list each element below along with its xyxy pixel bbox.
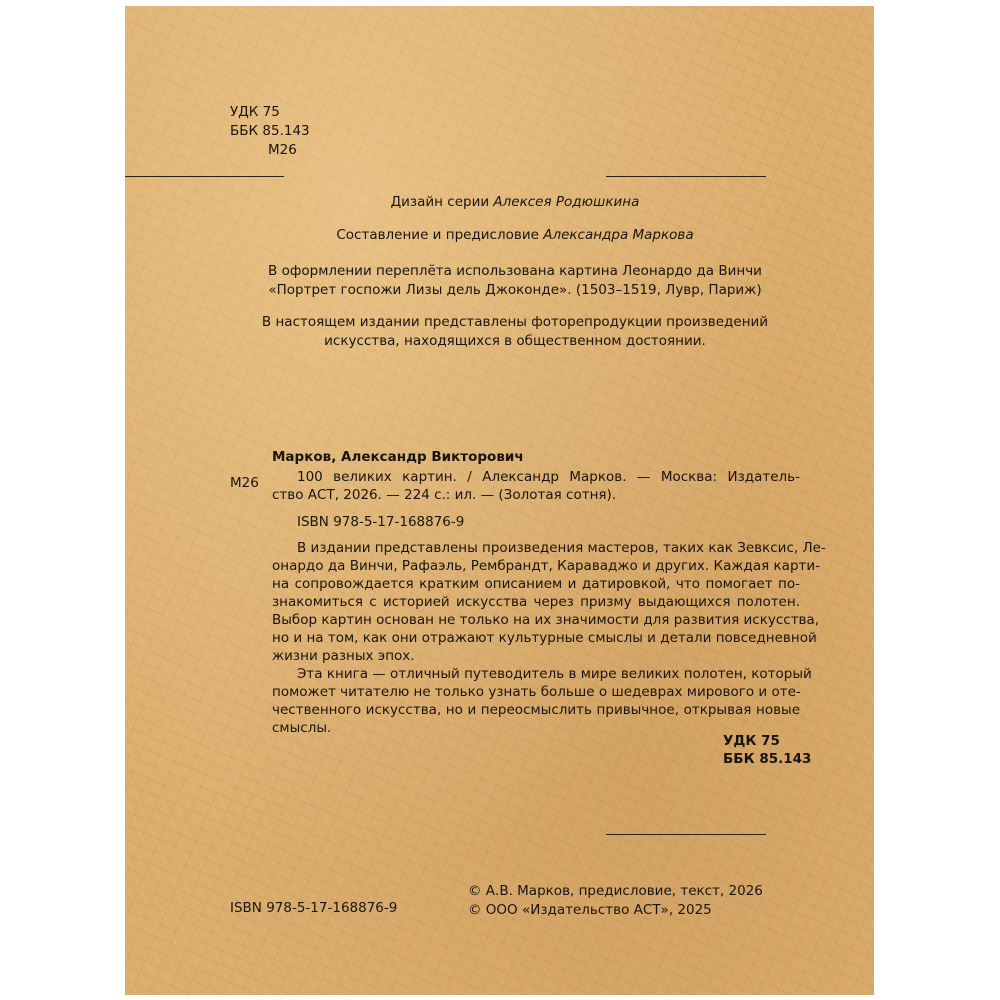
series-design-credit — [265, 193, 765, 212]
record-isbn: ISBN 978-5-17-168876-9 — [297, 514, 465, 530]
annotation-p1-line: В издании представлены произведения мастеров, таких как Зевксис, Ле- — [297, 540, 826, 556]
title-block — [272, 468, 800, 504]
compilation-label: Составление и предисловие — [336, 227, 539, 243]
bbk-top: ББК 85.143 — [230, 123, 310, 139]
public-domain-line2: искусства, находящихся в общественном достоянии. — [324, 333, 706, 349]
copyright-publisher: © ООО «Издательство АСТ», 2025 — [468, 902, 712, 918]
footer-isbn: ISBN 978-5-17-168876-9 — [230, 900, 398, 916]
book-imprint-page — [125, 6, 874, 995]
annotation-p1-line: на сопровождается кратким описанием и датировкой, что помогает по- — [272, 576, 800, 592]
cover-note-line1: В оформлении переплёта использована картина Леонардо да Винчи — [268, 263, 762, 279]
annotation-p2-line: поможет читателю не только узнать больше о шедеврах мирового и оте- — [272, 684, 801, 700]
cover-note-line2: «Портрет госпожи Лизы дель Джоконде». (1503–1519, Лувр, Париж) — [268, 282, 762, 298]
annotation-p1-line: онардо да Винчи, Рафаэль, Рембрандт, Караваджо и других. Каждая карти- — [272, 558, 821, 574]
record-mark: М26 — [230, 475, 259, 491]
annotation-p1-line: знакомиться с историей искусства через призму выдающихся полотен. — [272, 594, 800, 610]
annotation-paragraph-2 — [272, 665, 812, 737]
author-mark-top: М26 — [268, 142, 297, 158]
annotation-p2-line: смыслы. — [272, 720, 332, 736]
annotation-p1-line: Выбор картин основан не только на их значимости для развития искусства, — [272, 612, 820, 628]
annotation-paragraph-1 — [272, 539, 826, 665]
public-domain-line1: В настоящем издании представлены фоторепродукции произведений — [261, 314, 769, 330]
author-heading: Марков, Александр Викторович — [272, 449, 524, 465]
title-line1: 100 великих картин. / Александр Марков. — Москва: Издатель- — [297, 469, 800, 485]
annotation-p1-line: жизни разных эпох. — [272, 648, 415, 664]
bottom-right-rule — [606, 834, 766, 835]
udk-record: УДК 75 — [723, 733, 780, 749]
top-left-rule — [125, 176, 284, 177]
compilation-credit — [265, 226, 765, 245]
bbk-record: ББК 85.143 — [723, 751, 812, 767]
top-right-rule — [606, 176, 766, 177]
compilation-name: Александра Маркова — [543, 227, 694, 243]
annotation-p2-line: чественного искусства, но и переосмыслить привычное, открывая новые — [272, 702, 800, 718]
annotation-p1-line: но и на том, как они отражают культурные смыслы и детали повседневной — [272, 630, 817, 646]
udk-top: УДК 75 — [230, 104, 280, 120]
series-design-name: Алексея Родюшкина — [493, 194, 640, 210]
title-line2: ство АСТ, 2026. — 224 с.: ил. — (Золотая сотня). — [272, 487, 617, 503]
annotation-p2-line: Эта книга — отличный путеводитель в мире великих полотен, который — [297, 666, 812, 682]
copyright-author: © А.В. Марков, предисловие, текст, 2026 — [468, 883, 763, 899]
series-design-label: Дизайн серии — [390, 194, 490, 210]
